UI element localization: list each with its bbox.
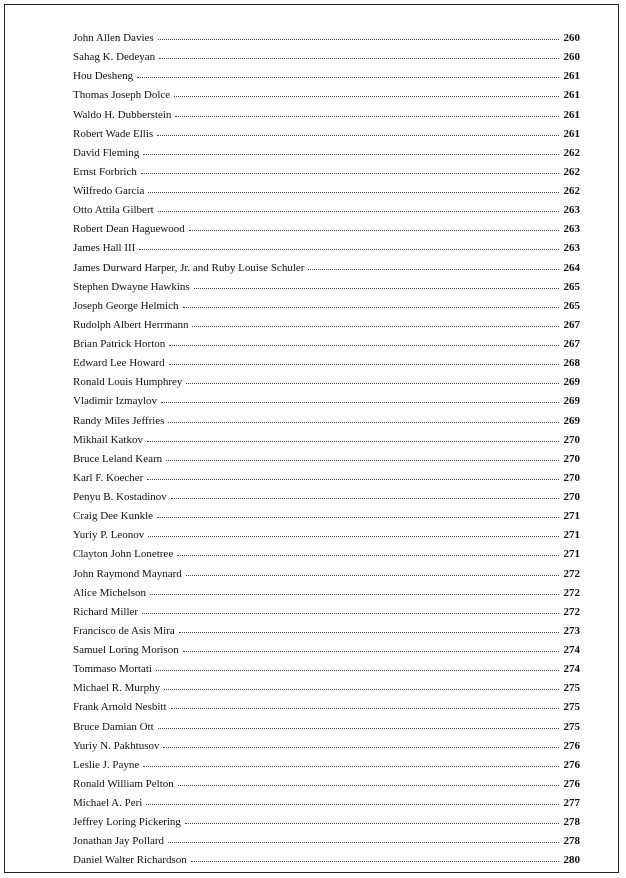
entry-page-number: 263: [563, 242, 580, 255]
entry-page-number: 271: [563, 529, 580, 542]
entry-page-number: 270: [563, 452, 580, 465]
entry-page-number: 261: [563, 108, 580, 121]
toc-entry: [73, 373, 580, 392]
toc-entry: [73, 182, 580, 201]
entry-page-number: 260: [563, 32, 580, 44]
dot-leader: [143, 153, 559, 155]
entry-name: Ronald Louis Humphrey: [73, 376, 183, 389]
toc-entry: [73, 756, 580, 775]
entry-name: Daniel Walter Richardson: [73, 854, 187, 867]
entry-name: Yuriy N. Pakhtusov: [73, 739, 160, 752]
dot-leader: [161, 401, 559, 403]
entry-page-number: 271: [563, 510, 580, 523]
dot-leader: [179, 631, 559, 633]
toc-entry: [73, 239, 580, 258]
dot-leader: [191, 860, 559, 862]
toc-entry: [73, 526, 580, 545]
entry-name: Penyu B. Kostadinov: [73, 491, 167, 503]
entry-page-number: 271: [563, 548, 580, 561]
dot-leader: [171, 707, 560, 709]
entry-name: Edward Lee Howard: [73, 357, 165, 370]
entry-page-number: 270: [563, 471, 580, 484]
table-of-contents: [73, 29, 580, 871]
dot-leader: [183, 650, 559, 652]
dot-leader: [147, 440, 559, 442]
dot-leader: [158, 727, 559, 729]
toc-entry: [73, 48, 580, 67]
toc-entry: [73, 832, 580, 851]
dot-leader: [178, 784, 559, 786]
entry-name: Alice Michelson: [73, 586, 147, 599]
toc-entry: [73, 698, 580, 717]
entry-name: Bruce Leland Kearn: [73, 452, 163, 465]
entry-name: Jeffrey Loring Pickering: [73, 816, 181, 829]
toc-entry: [73, 794, 580, 813]
dot-leader: [164, 688, 559, 690]
toc-entry: [73, 603, 580, 622]
dot-leader: [159, 57, 559, 59]
dot-leader: [146, 803, 559, 805]
dot-leader: [143, 765, 559, 767]
toc-entry: [73, 29, 580, 48]
entry-name: Michael R. Murphy: [73, 682, 161, 695]
dot-leader: [148, 191, 559, 193]
entry-page-number: 274: [563, 644, 580, 656]
entry-page-number: 261: [563, 70, 580, 83]
entry-page-number: 274: [563, 663, 580, 676]
toc-entry: [73, 67, 580, 86]
dot-leader: [171, 497, 559, 499]
toc-entry: [73, 163, 580, 182]
dot-leader: [192, 325, 559, 327]
toc-entry: [73, 278, 580, 297]
entry-page-number: 276: [563, 777, 580, 790]
dot-leader: [148, 535, 559, 537]
dot-leader: [183, 306, 560, 308]
toc-entry: [73, 125, 580, 144]
document-page: [4, 4, 619, 873]
dot-leader: [168, 841, 559, 843]
entry-name: Craig Dee Kunkle: [73, 510, 154, 523]
entry-page-number: 275: [563, 682, 580, 695]
dot-leader: [189, 229, 559, 231]
toc-entry: [73, 488, 580, 507]
entry-name: Jonathan Jay Pollard: [73, 835, 165, 848]
dot-leader: [137, 76, 559, 78]
dot-leader: [168, 421, 559, 423]
entry-page-number: 268: [563, 357, 580, 370]
entry-page-number: 270: [563, 491, 580, 503]
toc-entry: [73, 813, 580, 832]
dot-leader: [147, 478, 559, 480]
entry-name: Robert Wade Ellis: [73, 127, 154, 140]
entry-page-number: 262: [563, 146, 580, 159]
dot-leader: [175, 115, 559, 117]
entry-page-number: 265: [563, 299, 580, 312]
toc-entry: [73, 718, 580, 737]
entry-name: Robert Dean Haguewood: [73, 223, 185, 236]
entry-name: Hou Desheng: [73, 70, 134, 83]
dot-leader: [157, 134, 559, 136]
entry-page-number: 265: [563, 280, 580, 293]
dot-leader: [308, 268, 559, 270]
entry-page-number: 261: [563, 127, 580, 140]
toc-entry: [73, 316, 580, 335]
entry-name: Wilfredo Garcia: [73, 185, 145, 197]
entry-page-number: 269: [563, 395, 580, 408]
entry-name: Richard Miller: [73, 605, 139, 618]
entry-page-number: 272: [563, 567, 580, 580]
entry-page-number: 276: [563, 739, 580, 752]
toc-entry: [73, 565, 580, 584]
dot-leader: [169, 363, 559, 365]
toc-entry: [73, 507, 580, 526]
entry-page-number: 262: [563, 185, 580, 197]
entry-page-number: 276: [563, 758, 580, 771]
toc-entry: [73, 354, 580, 373]
dot-leader: [158, 210, 559, 212]
toc-entry: [73, 335, 580, 354]
toc-entry: [73, 106, 580, 125]
entry-name: Leslie J. Payne: [73, 758, 140, 771]
entry-name: Tommaso Mortati: [73, 663, 152, 676]
dot-leader: [142, 612, 559, 614]
dot-leader: [185, 822, 559, 824]
entry-name: Francisco de Asis Mira: [73, 624, 175, 637]
entry-page-number: 263: [563, 204, 580, 217]
dot-leader: [156, 669, 559, 671]
entry-page-number: 275: [563, 720, 580, 733]
entry-name: John Raymond Maynard: [73, 567, 182, 580]
toc-entry: [73, 851, 580, 870]
toc-entry: [73, 737, 580, 756]
dot-leader: [174, 95, 559, 97]
toc-entry: [73, 545, 580, 564]
toc-entry: [73, 469, 580, 488]
toc-entry: [73, 220, 580, 239]
toc-entry: [73, 660, 580, 679]
toc-entry: [73, 584, 580, 603]
entry-page-number: 270: [563, 433, 580, 446]
dot-leader: [194, 287, 559, 289]
entry-page-number: 262: [563, 165, 580, 178]
toc-entry: [73, 259, 580, 278]
toc-entry: [73, 201, 580, 220]
toc-entry: [73, 622, 580, 641]
entry-page-number: 277: [563, 797, 580, 809]
toc-entry: [73, 86, 580, 105]
entry-name: Mikhail Katkov: [73, 433, 143, 446]
entry-page-number: 272: [563, 586, 580, 599]
entry-page-number: 280: [563, 854, 580, 867]
entry-page-number: 267: [563, 338, 580, 350]
toc-entry: [73, 775, 580, 794]
dot-leader: [169, 344, 559, 346]
entry-name: James Hall III: [73, 242, 136, 255]
entry-name: Waldo H. Dubberstein: [73, 108, 172, 121]
entry-page-number: 273: [563, 624, 580, 637]
toc-entry: [73, 412, 580, 431]
entry-name: Thomas Joseph Dolce: [73, 89, 171, 102]
toc-entry: [73, 431, 580, 450]
entry-name: David Fleming: [73, 146, 140, 159]
entry-name: John Allen Davies: [73, 32, 154, 44]
entry-name: Bruce Damian Ott: [73, 720, 154, 733]
entry-name: Otto Attila Gilbert: [73, 204, 154, 217]
toc-entry: [73, 392, 580, 411]
toc-entry: [73, 297, 580, 316]
entry-name: Frank Arnold Nesbitt: [73, 701, 167, 714]
entry-page-number: 275: [563, 701, 580, 714]
entry-page-number: 269: [563, 376, 580, 389]
entry-name: Karl F. Koecher: [73, 471, 144, 484]
entry-name: Vladimir Izmaylov: [73, 395, 158, 408]
dot-leader: [177, 554, 559, 556]
entry-name: Joseph George Helmich: [73, 299, 179, 312]
entry-name: Michael A. Peri: [73, 797, 143, 809]
entry-name: Stephen Dwayne Hawkins: [73, 280, 190, 293]
toc-entry: [73, 450, 580, 469]
entry-page-number: 261: [563, 89, 580, 102]
entry-name: Brian Patrick Horton: [73, 338, 166, 350]
dot-leader: [139, 248, 559, 250]
entry-name: Clayton John Lonetree: [73, 548, 174, 561]
entry-name: James Durward Harper, Jr. and Ruby Louise Schuler: [73, 261, 305, 274]
entry-name: Sahag K. Dedeyan: [73, 51, 156, 64]
dot-leader: [186, 382, 559, 384]
entry-name: Samuel Loring Morison: [73, 644, 179, 656]
toc-entry: [73, 144, 580, 163]
entry-name: Yuriy P. Leonov: [73, 529, 145, 542]
entry-page-number: 267: [563, 318, 580, 331]
entry-name: Ernst Forbrich: [73, 165, 137, 178]
entry-page-number: 278: [563, 816, 580, 829]
dot-leader: [141, 172, 559, 174]
dot-leader: [158, 38, 559, 40]
dot-leader: [163, 746, 559, 748]
dot-leader: [150, 593, 559, 595]
entry-page-number: 260: [563, 51, 580, 64]
entry-page-number: 278: [563, 835, 580, 848]
dot-leader: [157, 516, 559, 518]
dot-leader: [166, 459, 559, 461]
entry-page-number: 264: [563, 261, 580, 274]
entry-name: Randy Miles Jeffries: [73, 414, 165, 427]
entry-page-number: 269: [563, 414, 580, 427]
toc-entry: [73, 641, 580, 660]
dot-leader: [186, 574, 559, 576]
entry-name: Ronald William Pelton: [73, 777, 174, 790]
entry-page-number: 263: [563, 223, 580, 236]
entry-name: Rudolph Albert Herrmann: [73, 318, 189, 331]
entry-page-number: 272: [563, 605, 580, 618]
toc-entry: [73, 679, 580, 698]
